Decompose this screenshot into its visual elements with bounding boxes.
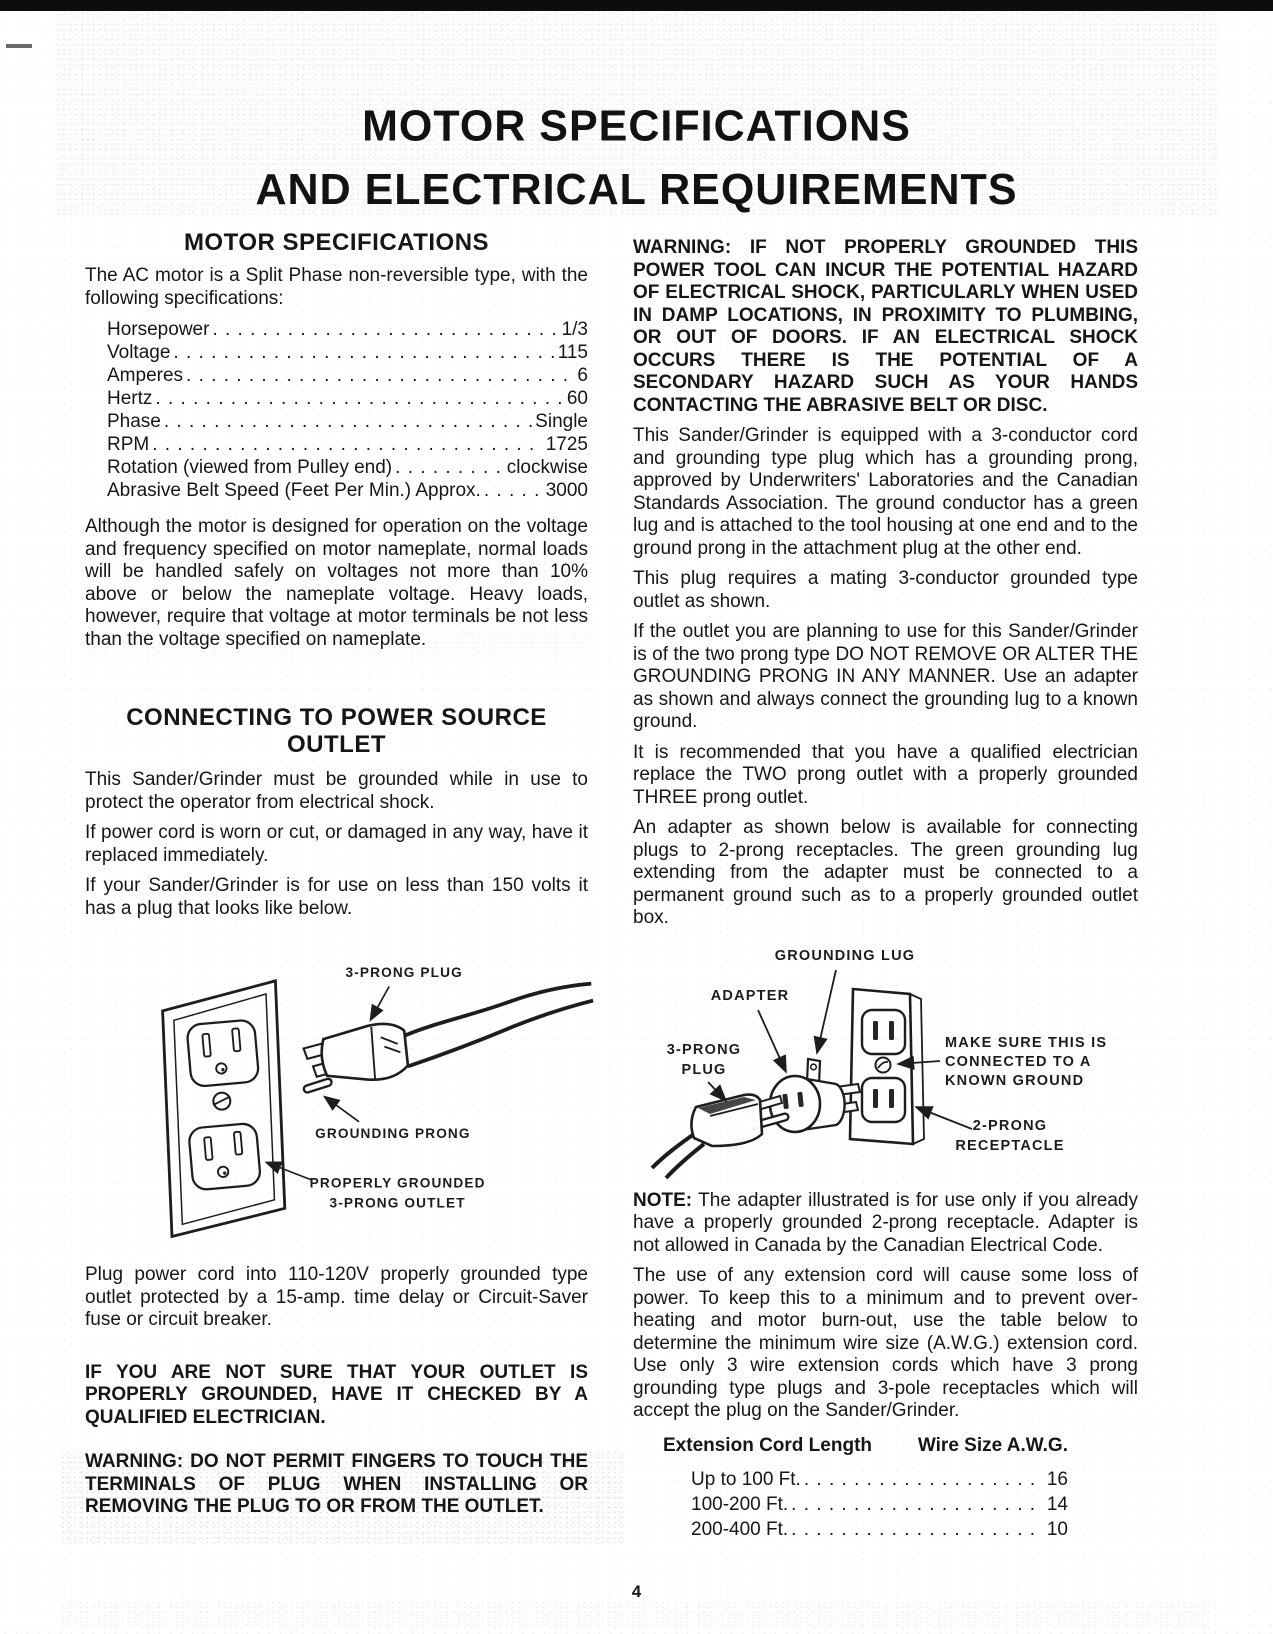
figure2-receptacle-label-line1: 2-PRONG xyxy=(972,1117,1048,1134)
table-row xyxy=(691,1492,1068,1517)
spec-row xyxy=(107,433,588,456)
grounding-para2: This plug requires a mating 3-conductor grounded type outlet as shown. xyxy=(633,568,1138,612)
upper-receptacle xyxy=(186,1020,259,1088)
grounding-para4: It is recommended that you have a qualified electrician replace the TWO prong outlet with a properly grounded THREE prong outlet. xyxy=(633,741,1138,808)
figure2-plug-label-line1: 3-PRONG xyxy=(666,1041,742,1058)
two-prong-outlet xyxy=(850,989,924,1144)
page-title-line1: MOTOR SPECIFICATIONS xyxy=(362,101,911,151)
fingers-warning: WARNING: DO NOT PERMIT FINGERS TO TOUCH THE TERMINALS OF PLUG WHEN INSTALLING OR REMOVING THE PLUG TO OR FROM THE OUTLET. xyxy=(85,1451,588,1518)
table-row xyxy=(691,1517,1068,1542)
note-text: The adapter illustrated is for use only if you already have a properly grounded 2-prong receptacle. Adapter is not allowed in Canada by the Canadian Electrical Code. xyxy=(633,1189,1138,1256)
grounding-para3: If the outlet you are planning to use for this Sander/Grinder is of the two prong type DO NOT REMOVE OR ALTER THE GROUNDING PRONG IN ANY MANNER. Use an adapter as shown and always connect the grounding lug to a known ground. xyxy=(633,621,1138,732)
table-row xyxy=(691,1467,1068,1492)
spec-value: 3000 xyxy=(545,480,588,502)
spec-row xyxy=(107,341,588,364)
page-number: 4 xyxy=(631,1582,642,1601)
spec-row xyxy=(107,387,588,410)
extension-table-rows xyxy=(691,1467,1068,1542)
figure2-ground-label-line3: KNOWN GROUND xyxy=(945,1072,1085,1089)
scan-artifact-top-bar xyxy=(0,0,1273,11)
figure2-receptacle-label-line2: RECEPTACLE xyxy=(955,1137,1065,1154)
spec-label: RPM xyxy=(107,434,150,456)
spec-value: 115 xyxy=(557,342,588,364)
grounding-para1: This Sander/Grinder is equipped with a 3-conductor cord and grounding type plug which has a grounding prong, approved by Underwriters' Laboratories and the Canadian Standards Association. The ground conductor has a green lug and is attached to the tool housing at one end and to the ground prong in the attachment plug at the other end. xyxy=(633,425,1138,559)
spec-row xyxy=(107,318,588,341)
dot-leader xyxy=(164,410,532,433)
figure-3-prong-plug-outlet xyxy=(125,928,588,1250)
spec-value: 1/3 xyxy=(561,319,588,341)
motor-specs-heading: MOTOR SPECIFICATIONS xyxy=(183,229,490,256)
spec-label: Voltage xyxy=(107,342,171,364)
wire-size: 10 xyxy=(1046,1519,1068,1540)
figure1-outlet-label-line2: 3-PRONG OUTLET xyxy=(329,1195,466,1211)
spec-row xyxy=(107,479,588,502)
grounding-para5: An adapter as shown below is available for connecting plugs to 2-prong receptacles. The green grounding lug extending from the adapter must be connected to a permanent ground such as to a properly grounded outlet box. xyxy=(633,817,1138,928)
connecting-para3: If your Sander/Grinder is for use on less than 150 volts it has a plug that looks like below. xyxy=(85,875,588,919)
spec-row xyxy=(107,364,588,387)
figure2-lug-label: GROUNDING LUG xyxy=(774,947,916,964)
spec-value: Single xyxy=(535,411,588,433)
motor-specs-intro: The AC motor is a Split Phase non-reversible type, with the following specifications: xyxy=(85,265,588,309)
page-title-line2: AND ELECTRICAL REQUIREMENTS xyxy=(255,165,1018,215)
dot-leader xyxy=(212,318,558,341)
adapter-note xyxy=(633,1190,1138,1258)
outlet-plug-illustration xyxy=(125,928,595,1248)
col-header-length: Extension Cord Length xyxy=(663,1434,872,1456)
col-header-wire-size: Wire Size A.W.G. xyxy=(917,1434,1068,1456)
extension-cord-table xyxy=(663,1435,1068,1543)
three-prong-plug xyxy=(304,984,594,1089)
spec-row xyxy=(107,456,588,479)
figure1-outlet-label-line1: PROPERLY GROUNDED xyxy=(309,1175,486,1191)
upper-two-prong-receptacle xyxy=(862,1010,905,1054)
figure2-ground-label-line1: MAKE SURE THIS IS xyxy=(945,1034,1108,1051)
spec-label: Rotation (viewed from Pulley end) xyxy=(107,457,393,479)
three-prong-plug-adapter-side xyxy=(652,1094,785,1177)
extension-cord-para: The use of any extension cord will cause some loss of power. To keep this to a minimum and to prevent over-heating and motor burn-out, use the table below to determine the minimum wire size (A.W.G.) extension cord. Use only 3 wire extension cords which have 3 prong grounding type plugs and 3-pole receptacles which will accept the plug on the Sander/Grinder. xyxy=(633,1265,1138,1421)
spec-label: Amperes xyxy=(107,365,184,387)
figure2-plug-label-line2: PLUG xyxy=(681,1061,727,1078)
lower-receptacle xyxy=(188,1123,261,1191)
figure2-adapter-label: ADAPTER xyxy=(710,987,790,1004)
lower-two-prong-receptacle xyxy=(862,1078,905,1122)
wall-outlet-plate xyxy=(163,981,285,1237)
plug-power-cord-para: Plug power cord into 110-120V properly grounded type outlet protected by a 15-amp. time delay or Circuit-Saver fuse or circuit breaker. xyxy=(85,1264,588,1331)
right-column xyxy=(633,237,1138,1542)
left-column xyxy=(85,230,588,1527)
connecting-para1: This Sander/Grinder must be grounded while in use to protect the operator from electrical shock. xyxy=(85,769,588,813)
figure-adapter xyxy=(635,938,1138,1184)
extension-table-header xyxy=(663,1435,1068,1458)
dot-leader xyxy=(152,433,542,456)
figure1-prong-label: GROUNDING PRONG xyxy=(315,1125,471,1141)
dot-leader xyxy=(155,387,563,410)
spec-row xyxy=(107,410,588,433)
grounding-warning: WARNING: IF NOT PROPERLY GROUNDED THIS POWER TOOL CAN INCUR THE POTENTIAL HAZARD OF ELECTRICAL SHOCK, PARTICULARLY WHEN USED IN DAMP LOCATIONS, IN PROXIMITY TO PLUMBING, OR OUT OF DOORS. IF AN ELECTRICAL SHOCK OCCURS THERE IS THE POTENTIAL OF A SECONDARY HAZARD SUCH AS YOUR HANDS CONTACTING THE ABRASIVE BELT OR DISC. xyxy=(633,237,1138,416)
scan-artifact-edge-dash xyxy=(6,44,32,48)
cord-length: 100-200 Ft. xyxy=(691,1494,789,1515)
figure1-plug-label: 3-PRONG PLUG xyxy=(345,965,463,981)
page-title xyxy=(0,95,1273,222)
note-label: NOTE: xyxy=(633,1189,693,1211)
spec-label: Horsepower xyxy=(107,319,210,341)
spec-value: 60 xyxy=(566,388,588,410)
wire-size: 14 xyxy=(1046,1494,1068,1515)
wire-size: 16 xyxy=(1046,1469,1068,1490)
connecting-heading: CONNECTING TO POWER SOURCE OUTLET xyxy=(126,704,547,758)
dot-leader xyxy=(395,456,504,479)
dot-leader xyxy=(791,1517,1044,1542)
dot-leader xyxy=(173,341,554,364)
dot-leader xyxy=(186,364,574,387)
spec-label: Hertz xyxy=(107,388,153,410)
dot-leader xyxy=(791,1492,1044,1517)
spec-label: Abrasive Belt Speed (Feet Per Min.) Approx. xyxy=(107,480,481,502)
scan-noise-bottom xyxy=(60,1600,1210,1630)
motor-spec-list xyxy=(107,318,588,502)
dot-leader xyxy=(484,479,543,502)
spec-value: 1725 xyxy=(545,434,588,456)
spec-label: Phase xyxy=(107,411,161,433)
adapter-illustration xyxy=(635,938,1108,1180)
spec-value: 6 xyxy=(577,365,588,387)
cord-length: 200-400 Ft. xyxy=(691,1519,789,1540)
spec-value: clockwise xyxy=(506,457,588,479)
figure2-ground-label-line2: CONNECTED TO A xyxy=(945,1053,1092,1070)
motor-voltage-note: Although the motor is designed for operation on the voltage and frequency specified on motor nameplate, normal loads will be handled safely on voltages not more than 10% above or below the nameplate voltage. Heavy loads, however, require that voltage at motor terminals be not less than the voltage specified on nameplate. xyxy=(85,516,588,650)
connecting-para2: If power cord is worn or cut, or damaged in any way, have it replaced immediately. xyxy=(85,822,588,866)
outlet-grounded-warning: IF YOU ARE NOT SURE THAT YOUR OUTLET IS PROPERLY GROUNDED, HAVE IT CHECKED BY A QUALIFIED ELECTRICIAN. xyxy=(85,1361,588,1428)
outlet-center-screw xyxy=(876,1057,891,1072)
dot-leader xyxy=(804,1467,1044,1492)
cord-length: Up to 100 Ft. xyxy=(691,1469,801,1490)
outlet-screw xyxy=(213,1093,230,1110)
